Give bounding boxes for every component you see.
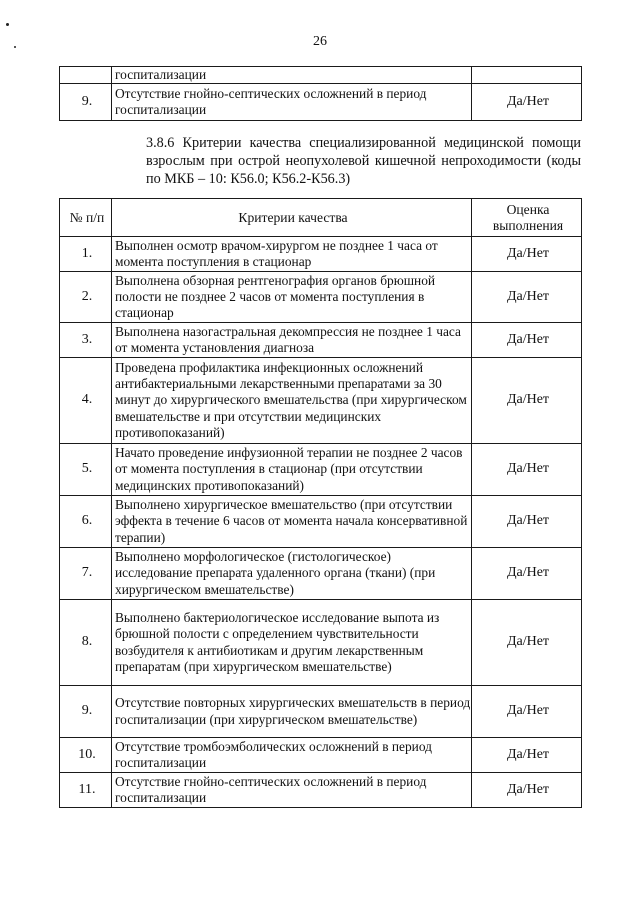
row-number: 8. [60, 600, 112, 686]
criterion-text: Выполнено бактериологическое исследование выпота из брюшной полости с определением чувствительности возбудителя к антибиотикам и другим лекарственным препаратам (при хирургическом вмешательстве) [112, 600, 472, 686]
row-number: 1. [60, 237, 112, 272]
row-number: 2. [60, 272, 112, 323]
result-value: Да/Нет [472, 738, 582, 773]
criterion-text: Выполнен осмотр врачом-хирургом не позднее 1 часа от момента поступления в стационар [112, 237, 472, 272]
row-number: 11. [60, 773, 112, 808]
result-value: Да/Нет [472, 496, 582, 548]
row-number: 4. [60, 358, 112, 444]
quality-criteria-table [59, 198, 582, 808]
previous-criteria-table [59, 66, 582, 121]
row-number: 3. [60, 323, 112, 358]
table-row [60, 548, 582, 600]
table-row [60, 323, 582, 358]
row-number: 9. [60, 84, 112, 121]
criterion-text: Выполнена назогастральная декомпрессия не позднее 1 часа от момента установления диагноза [112, 323, 472, 358]
result-value: Да/Нет [472, 444, 582, 496]
table-row [60, 773, 582, 808]
column-header-number: № п/п [60, 199, 112, 237]
result-value: Да/Нет [472, 686, 582, 738]
result-value: Да/Нет [472, 237, 582, 272]
table-row [60, 237, 582, 272]
row-number [60, 67, 112, 84]
column-header-criterion: Критерии качества [112, 199, 472, 237]
table-row [60, 272, 582, 323]
row-number: 7. [60, 548, 112, 600]
table-row [60, 444, 582, 496]
result-value: Да/Нет [472, 323, 582, 358]
criterion-text: Отсутствие тромбоэмболических осложнений в период госпитализации [112, 738, 472, 773]
table-row [60, 600, 582, 686]
page-number: 26 [313, 34, 327, 49]
table-row [60, 84, 582, 121]
criterion-text: Выполнено хирургическое вмешательство (при отсутствии эффекта в течение 6 часов от момента начала консервативной терапии) [112, 496, 472, 548]
result-value: Да/Нет [472, 773, 582, 808]
criterion-text: госпитализации [112, 67, 472, 84]
criterion-text: Выполнено морфологическое (гистологическое) исследование препарата удаленного органа (ткани) (при хирургическом вмешательстве) [112, 548, 472, 600]
table-row [60, 738, 582, 773]
row-number: 6. [60, 496, 112, 548]
criterion-text: Проведена профилактика инфекционных осложнений антибактериальными лекарственными препаратами за 30 минут до хирургического вмешательства (при хирургическом вмешательстве и при отсутствии медицинских противопоказаний) [112, 358, 472, 444]
result-value: Да/Нет [472, 358, 582, 444]
result-value [472, 67, 582, 84]
criterion-text: Выполнена обзорная рентгенография органов брюшной полости не позднее 2 часов от момента поступления в стационар [112, 272, 472, 323]
table-header-row [60, 199, 582, 237]
row-number: 9. [60, 686, 112, 738]
table-row [60, 67, 582, 84]
criterion-text: Отсутствие гнойно-септических осложнений в период госпитализации [112, 773, 472, 808]
row-number: 10. [60, 738, 112, 773]
result-value: Да/Нет [472, 600, 582, 686]
row-number: 5. [60, 444, 112, 496]
result-value: Да/Нет [472, 272, 582, 323]
column-header-result: Оценка выполнения [472, 199, 582, 237]
criterion-text: Отсутствие гнойно-септических осложнений в период госпитализации [112, 84, 472, 121]
table-row [60, 686, 582, 738]
table-row [60, 496, 582, 548]
criterion-text: Начато проведение инфузионной терапии не позднее 2 часов от момента поступления в стационар (при отсутствии медицинских противопоказаний) [112, 444, 472, 496]
table-row [60, 358, 582, 444]
result-value: Да/Нет [472, 548, 582, 600]
scan-speck [6, 23, 9, 26]
section-heading: 3.8.6 Критерии качества специализированной медицинской помощи взрослым при острой неопухолевой кишечной непроходимости (коды по МКБ – 10: К56.0; К56.2-К56.3) [146, 135, 581, 187]
criterion-text: Отсутствие повторных хирургических вмешательств в период госпитализации (при хирургическом вмешательстве) [112, 686, 472, 738]
result-value: Да/Нет [472, 84, 582, 121]
